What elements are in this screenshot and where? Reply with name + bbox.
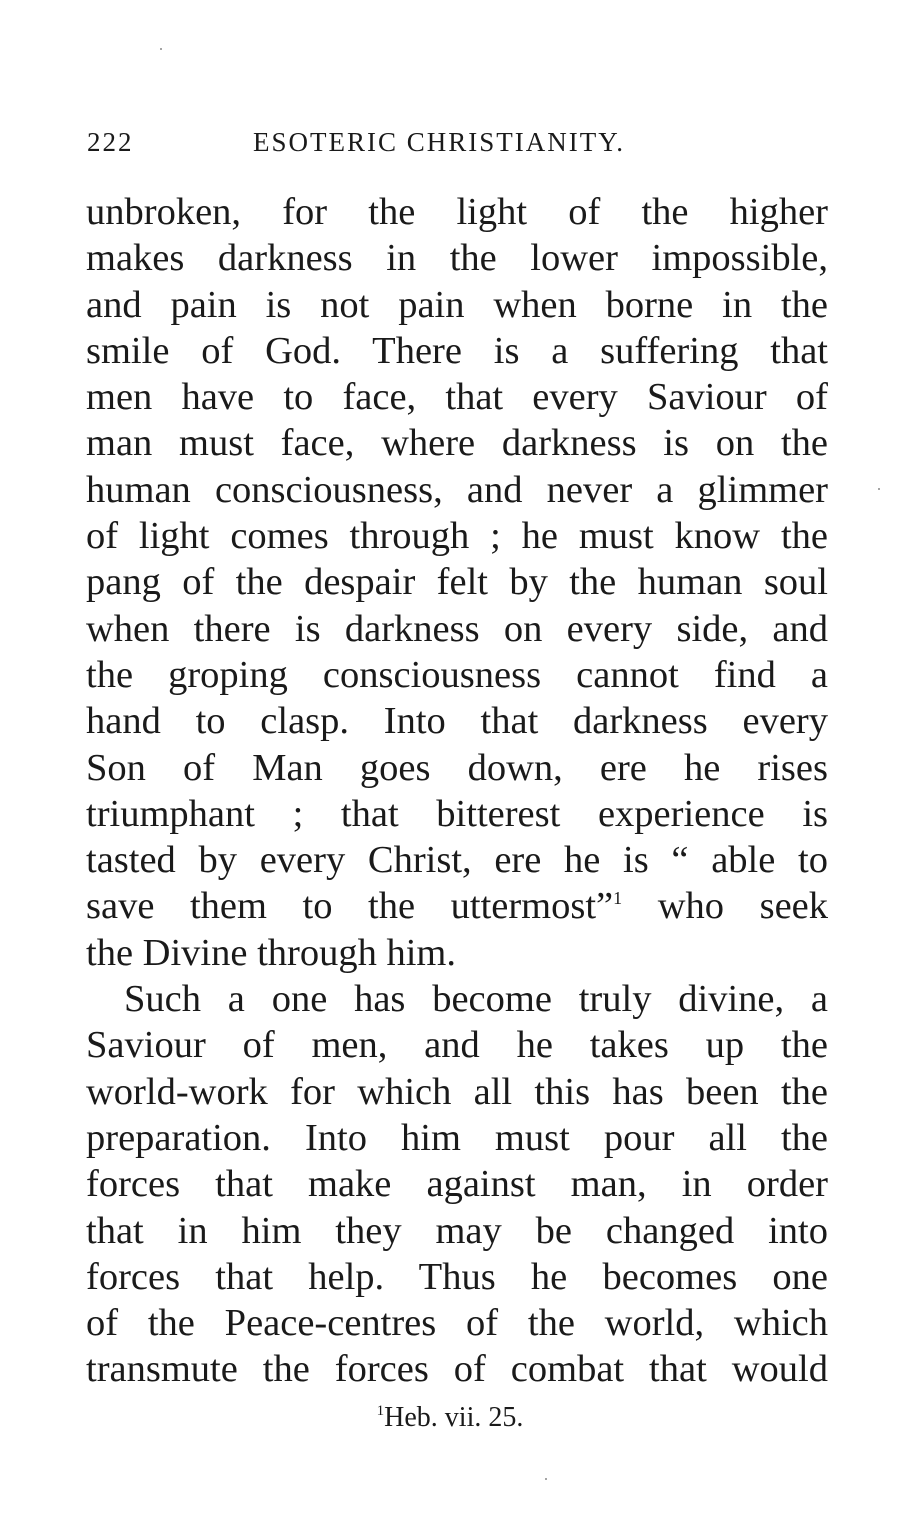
text-line: transmute the forces of combat that would [86, 1348, 828, 1391]
text-line: forces that make against man, in order [86, 1163, 828, 1206]
footnote [0, 1398, 900, 1438]
body-text [86, 189, 828, 1393]
text-line: when there is darkness on every side, and [86, 607, 828, 650]
paragraph-first-line: Such a one has become truly divine, a [124, 978, 828, 1021]
text-line: and pain is not pain when borne in the [86, 283, 828, 326]
text-line-with-footnote-ref [86, 883, 828, 929]
scan-speck [160, 48, 162, 50]
text-line: smile of God. There is a suffering that [86, 329, 828, 372]
text-line: Son of Man goes down, ere he rises [86, 746, 828, 789]
page-number: 222 [87, 127, 134, 157]
footnote-marker: 1 [376, 1403, 385, 1419]
running-head [87, 122, 827, 162]
text-line: world-work for which all this has been the [86, 1070, 828, 1113]
running-title: ESOTERIC CHRISTIANITY. [253, 127, 626, 157]
text-line: the groping consciousness cannot find a [86, 653, 828, 696]
text-line: preparation. Into him must pour all the [86, 1116, 828, 1159]
scan-speck [878, 488, 880, 490]
text-line: Saviour of men, and he takes up the [86, 1024, 828, 1067]
text-line: of the Peace-centres of the world, which [86, 1302, 828, 1345]
text-line: unbroken, for the light of the higher [86, 191, 828, 233]
text-line: triumphant ; that bitterest experience is [86, 792, 828, 835]
text-line: pang of the despair felt by the human soul [86, 561, 828, 604]
text-line: human consciousness, and never a glimmer [86, 468, 828, 511]
footnote-reference: 1 [613, 888, 623, 909]
text-line: hand to clasp. Into that darkness every [86, 700, 828, 743]
text-segment: who seek [622, 885, 828, 928]
text-line: makes darkness in the lower impossible, [86, 237, 828, 280]
scan-speck [545, 1478, 547, 1480]
text-line: forces that help. Thus he becomes one [86, 1255, 828, 1298]
text-line: tasted by every Christ, ere he is “ able to [86, 839, 828, 882]
text-segment: save them to the uttermost” [86, 885, 614, 928]
footnote-text: Heb. vii. 25. [384, 1402, 524, 1433]
text-line: men have to face, that every Saviour of [86, 376, 828, 419]
text-line: man must face, where darkness is on the [86, 422, 828, 465]
text-line: that in him they may be changed into [86, 1209, 828, 1252]
text-line: the Divine through him. [86, 931, 456, 974]
text-line: of light comes through ; he must know the [86, 515, 828, 558]
